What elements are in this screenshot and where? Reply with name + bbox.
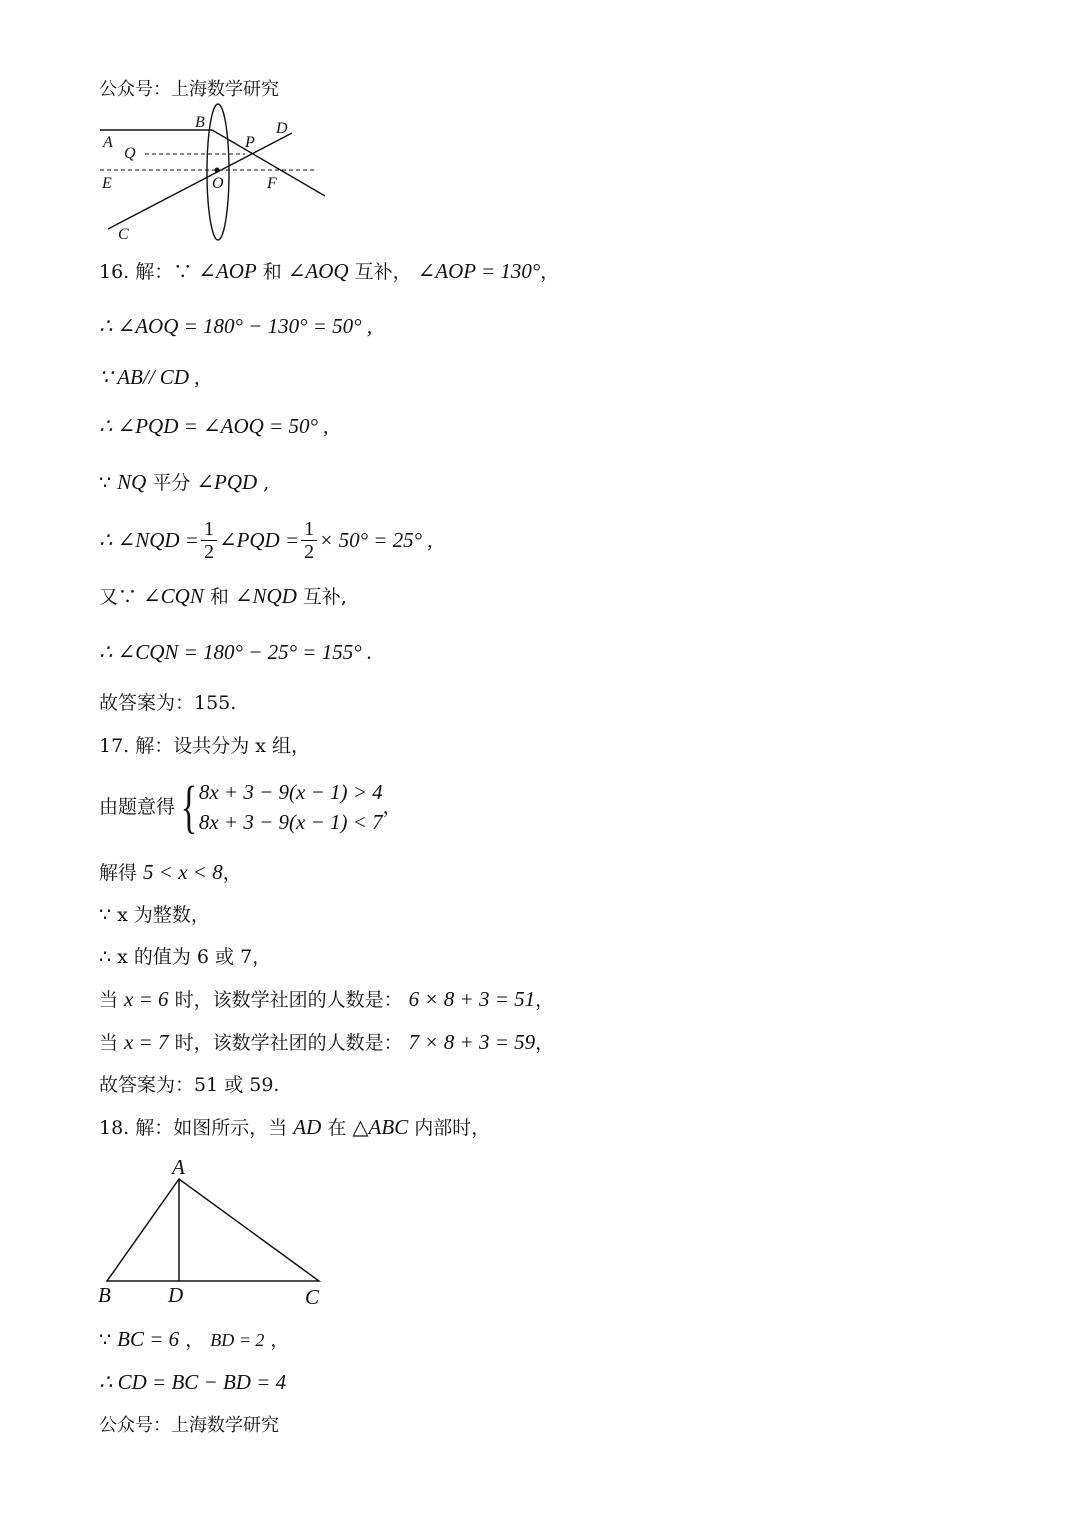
label-C: C (118, 226, 129, 243)
p16-line2: ∴ ∠AOQ = 180° − 130° = 50° , (99, 314, 373, 338)
p17-line3: 解得 5 < x < 8， (99, 860, 242, 884)
p17-line7: 当 x = 7 时，该数学社团的人数是： 7 × 8 + 3 = 59， (99, 1030, 555, 1054)
p17-line5: ∴ x 的值为 6 或 7， (99, 946, 272, 968)
p16-answer: 故答案为：155. (99, 692, 237, 714)
point-O (215, 168, 220, 173)
p18-line3: ∴ CD = BC − BD = 4 (99, 1370, 287, 1394)
p18-line1: 18. 解：如图所示，当 AD 在 △ABC 内部时， (99, 1115, 491, 1139)
p16-line3: ∵ AB// CD , (99, 365, 200, 389)
label-P: P (245, 134, 255, 151)
footer-watermark: 公众号：上海数学研究 (99, 1415, 279, 1436)
p17-line1: 17. 解：设共分为 x 组， (99, 735, 311, 757)
figure-parallel-lines-ellipse (95, 100, 335, 250)
label-B: B (98, 1283, 111, 1307)
label-D: D (276, 120, 288, 137)
label-Q: Q (124, 145, 136, 162)
label-C: C (305, 1285, 320, 1309)
label-A: A (103, 134, 113, 151)
p16-line1: 16. 解：∵ ∠AOP 和 ∠AOQ 互补， ∠AOP = 130°， (99, 259, 560, 283)
label-O: O (212, 175, 224, 192)
fraction-half-2: $\frac{1}{2}$ (301, 518, 317, 563)
fraction-half-1: $\frac{1}{2}$ (201, 518, 217, 563)
p18-line2: ∵ BC = 6 ， BD = 2 ， (99, 1327, 290, 1351)
label-D: D (168, 1283, 184, 1307)
label-F: F (267, 175, 277, 192)
p17-line6: 当 x = 6 时，该数学社团的人数是： 6 × 8 + 3 = 51， (99, 987, 555, 1011)
p16-line5: ∵ NQ 平分 ∠PQD , (99, 470, 270, 494)
label-B: B (195, 114, 205, 131)
equation-1: 8x + 3 − 9(x − 1) > 4 (198, 780, 383, 804)
equation-2: 8x + 3 − 9(x − 1) < 7 (198, 810, 383, 834)
label-A: A (172, 1155, 185, 1179)
label-E: E (102, 175, 112, 192)
header-watermark: 公众号：上海数学研究 (99, 79, 279, 100)
line-CD (108, 133, 292, 229)
p16-line8: ∴ ∠CQN = 180° − 25° = 155° . (99, 640, 373, 664)
figure-triangle-ABC (92, 1152, 342, 1312)
p16-line7: 又∵ ∠CQN 和 ∠NQD 互补, (99, 584, 347, 608)
p17-answer: 故答案为：51 或 59. (99, 1074, 280, 1096)
p17-system: 由题意得 { 8x + 3 − 9(x − 1) > 4 8x + 3 − 9(x − 1) < 7 ， (99, 774, 402, 839)
p17-line4: ∵ x 为整数， (99, 904, 210, 926)
p16-line4: ∴ ∠PQD = ∠AOQ = 50° , (99, 414, 329, 438)
brace: { (180, 774, 198, 839)
triangle-ABC (107, 1179, 319, 1281)
p16-line6: ∴ ∠NQD = $\frac{1}{2}$ ∠PQD = $\frac{1}{2}$ × 50° = 25° , (99, 517, 433, 563)
